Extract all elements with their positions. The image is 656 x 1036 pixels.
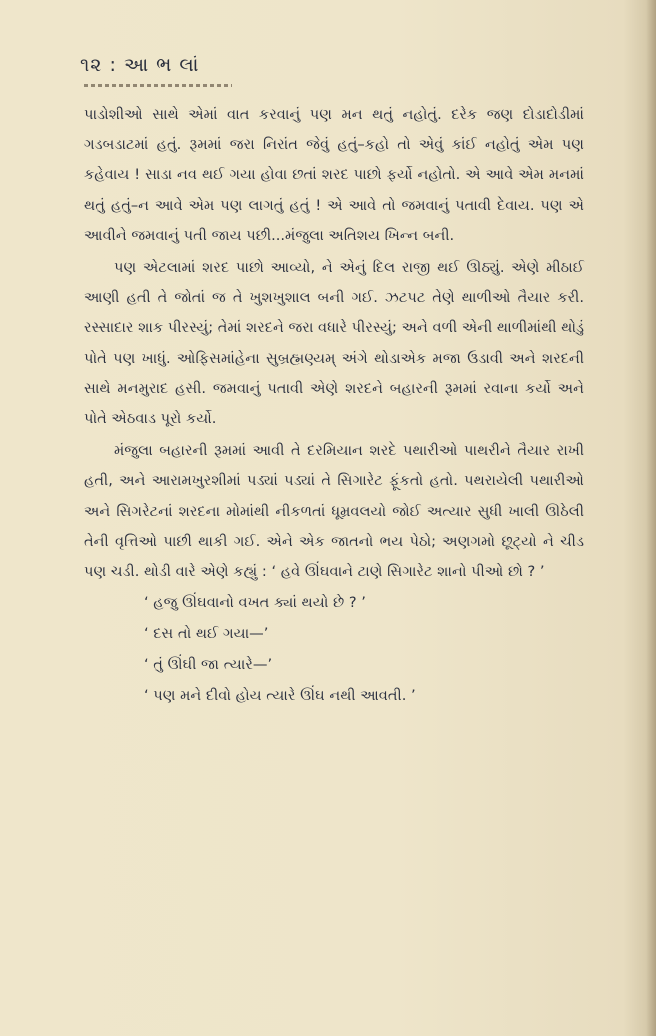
- paragraph-1: પાડોશીઓ સાથે એમાં વાત કરવાનું પણ મન થતું નહોતું. દરેક જણ દોડાદોડીમાં ગડબડાટમાં હતું. રૂમમાં જરા નિરાંત જેવું હતું–કહો તો એવું કાંઈ નહોતું એમ પણ કહેવાય ! સાડા નવ થઈ ગયા હોવા છતાં શરદ પાછો ફર્યો નહોતો. એ આવે એમ મનમાં થતું હતું–ન આવે એમ પણ લાગતું હતું ! એ આવે તો જમવાનું પતાવી દેવાય. પણ એ આવીને જમવાનું પતી જાય પછી...મંજુલા અતિશય ખિન્ન બની.: [84, 106, 584, 244]
- dialogue-line-4: ‘ પણ મને દીવો હોય ત્યારે ઊંઘ નથી આવતી. ’: [144, 687, 416, 705]
- dialogue-line-3: ‘ તું ઊંઘી જા ત્યારે—’: [144, 656, 273, 674]
- running-head: ૧૨ : આ ભ લાં: [80, 54, 200, 76]
- dialogue-line-2: ‘ દસ તો થઈ ગયા—’: [144, 625, 269, 643]
- running-head-underline: [84, 84, 232, 87]
- paragraph-2: પણ એટલામાં શરદ પાછો આવ્યો, ને એનું દિલ રાજી થઈ ઊઠ્યું. એણે મીઠાઈ આણી હતી તે જોતાં જ તે ખુશખુશાલ બની ગઈ. ઝટપટ તેણે થાળીઓ તૈયાર કરી. રસ્સાદાર શાક પીરસ્યું; તેમાં શરદને જરા વધારે પીરસ્યું; અને વળી એની થાળીમાંથી થોડું પોતે પણ ખાધું. ઓફિસમાંહેના સુબ્રહ્મણ્યમ્ અંગે થોડાએક મજા ઉડાવી અને શરદની સાથે મનમુરાદ હસી. જમવાનું પતાવી એણે શરદને બહારની રૂમમાં રવાના કર્યો અને પોતે એઠવાડ પૂરો કર્યો.: [84, 259, 584, 428]
- body-text: [84, 100, 584, 711]
- paragraph-3: મંજુલા બહારની રૂમમાં આવી તે દરમિયાન શરદે પથારીઓ પાથરીને તૈયાર રાખી હતી, અને આરામખુરશીમાં પડ્યાં પડ્યાં તે સિગારેટ ફૂંકતો હતો. પથરાયેલી પથારીઓ અને સિગરેટનાં શરદના મોમાંથી નીકળતાં ધૂમ્રવલયો જોઈ અત્યાર સુધી ખાલી ઊઠેલી તેની વૃત્તિઓ પાછી થાકી ગઈ. એને એક જાતનો ભય પેઠો; અણગમો છૂટ્યો ને ચીડ પણ ચડી. થોડી વારે એણે કહ્યું : ‘ હવે ઊંઘવાને ટાણે સિગારેટ શાનો પીઓ છો ? ’: [84, 442, 584, 581]
- page-edge-shadow: [646, 0, 656, 1036]
- dialogue-line-1: ‘ હજુ ઊંઘવાનો વખત ક્યાં થયો છે ? ’: [144, 594, 366, 612]
